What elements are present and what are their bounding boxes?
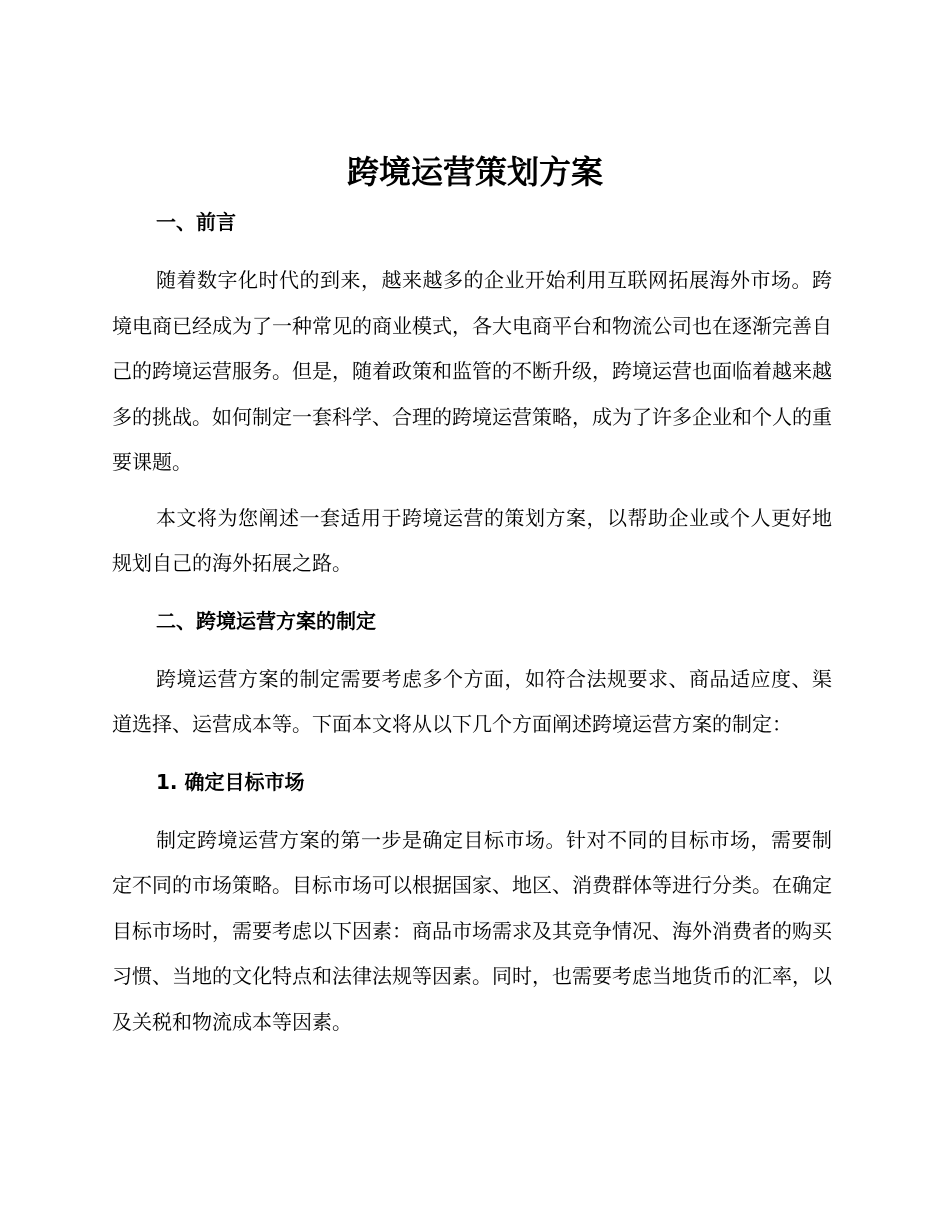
paragraph: 制定跨境运营方案的第一步是确定目标市场。针对不同的目标市场，需要制定不同的市场策略。目标市场可以根据国家、地区、消费群体等进行分类。在确定目标市场时，需要考虑以下因素：商品市场需求及其竞争情况、海外消费者的购买习惯、当地的文化特点和法律法规等因素。同时，也需要考虑当地货币的汇率，以及关税和物流成本等因素。 <box>112 827 832 1034</box>
section-heading-target-market: 1. 确定目标市场 <box>156 769 305 794</box>
paragraph: 随着数字化时代的到来，越来越多的企业开始利用互联网拓展海外市场。跨境电商已经成为了一种常见的商业模式，各大电商平台和物流公司也在逐渐完善自己的跨境运营服务。但是，随着政策和监管的不断升级，跨境运营也面临着越来越多的挑战。如何制定一套科学、合理的跨境运营策略，成为了许多企业和个人的重要课题。 <box>112 268 832 474</box>
section-heading-plan: 二、跨境运营方案的制定 <box>156 608 376 633</box>
section-heading-preface: 一、前言 <box>156 210 236 234</box>
paragraph: 本文将为您阐述一套适用于跨境运营的策划方案，以帮助企业或个人更好地规划自己的海外拓展之路。 <box>112 505 832 575</box>
paragraph: 跨境运营方案的制定需要考虑多个方面，如符合法规要求、商品适应度、渠道选择、运营成本等。下面本文将从以下几个方面阐述跨境运营方案的制定： <box>112 666 832 736</box>
document-title: 跨境运营策划方案 <box>346 153 603 191</box>
document-body <box>112 200 832 1045</box>
